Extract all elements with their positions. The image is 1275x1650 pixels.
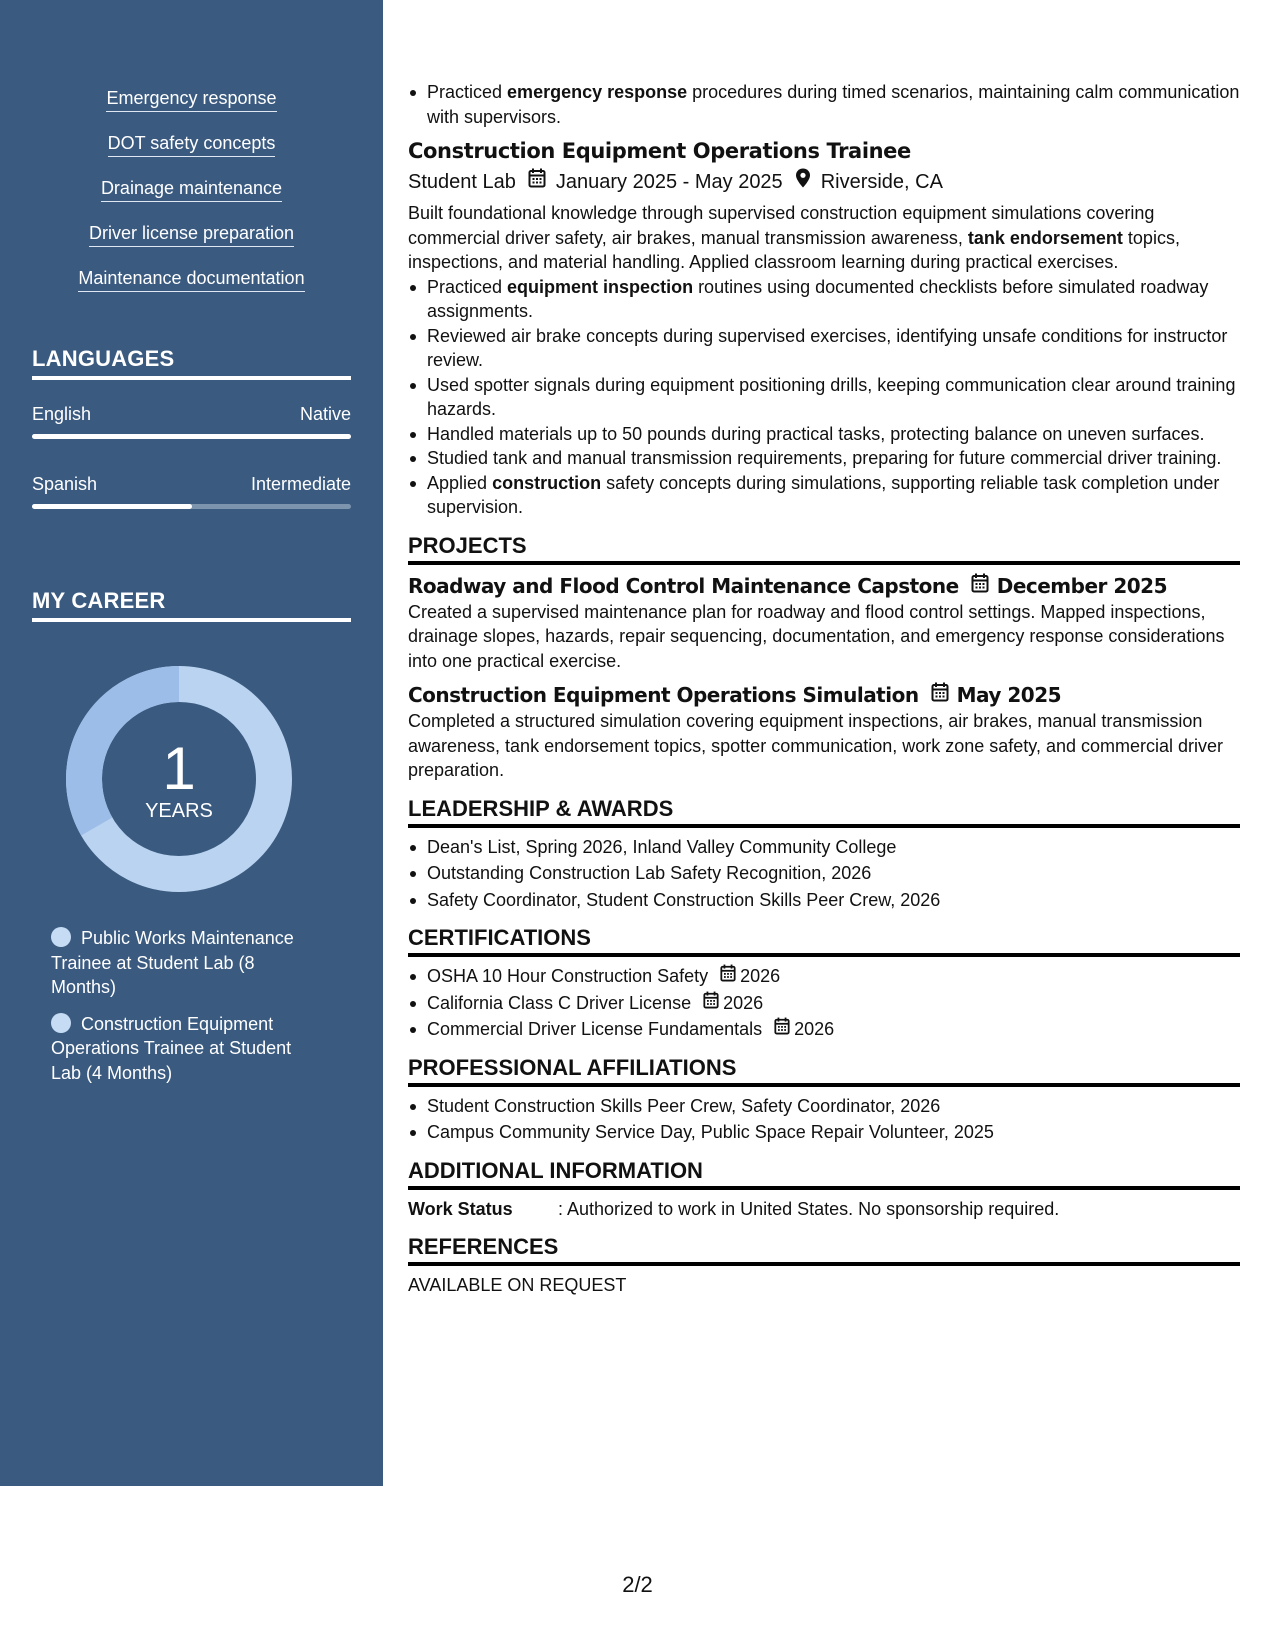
- career-years-label: YEARS: [145, 800, 213, 822]
- list-item: Studied tank and manual transmission requirements, preparing for future commercial driver training.: [408, 446, 1240, 471]
- list-item: Dean's List, Spring 2026, Inland Valley Community College: [408, 835, 1240, 860]
- projects-heading: PROJECTS: [408, 532, 1240, 565]
- job-description: [408, 201, 1240, 275]
- language-row: [32, 474, 351, 495]
- job-location: Riverside, CA: [820, 171, 943, 193]
- bullet-text: safety concepts during simulations, supporting reliable task completion under supervision.: [427, 472, 1220, 517]
- job-entry: [408, 137, 1240, 520]
- project-title-row: [408, 572, 1240, 600]
- main-content: [408, 80, 1240, 1298]
- career-item: [51, 926, 321, 1000]
- list-item: [408, 991, 1240, 1016]
- career-list: [51, 926, 321, 1097]
- language-name: Spanish: [32, 474, 98, 494]
- certification-name: Commercial Driver License Fundamentals: [427, 1019, 763, 1039]
- list-item: [408, 964, 1240, 989]
- calendar-icon: [720, 964, 736, 989]
- bullet-text: Practiced: [427, 82, 508, 102]
- references-text: AVAILABLE ON REQUEST: [408, 1275, 627, 1295]
- job-company: Student Lab: [408, 171, 516, 193]
- job-description-text: topics, inspections, and material handling. Applied classroom learning during practical exercises.: [408, 227, 1180, 272]
- list-item: [408, 1017, 1240, 1042]
- certifications-heading: CERTIFICATIONS: [408, 924, 1240, 957]
- references-heading: REFERENCES: [408, 1233, 1240, 1266]
- calendar-icon: [971, 572, 989, 600]
- certification-name: OSHA 10 Hour Construction Safety: [427, 966, 709, 986]
- map-pin-icon: [795, 168, 811, 196]
- calendar-icon: [703, 991, 719, 1016]
- bullet-text: Applied: [427, 472, 493, 493]
- languages-heading: LANGUAGES: [32, 346, 351, 380]
- project-entry: [408, 572, 1240, 674]
- skill-item: DOT safety concepts: [108, 131, 276, 157]
- list-item: Outstanding Construction Lab Safety Recognition, 2026: [408, 861, 1240, 886]
- work-status-value: : Authorized to work in United States. No sponsorship required.: [558, 1198, 1060, 1219]
- job-title: Construction Equipment Operations Trainee: [408, 139, 911, 163]
- additional-info-heading: ADDITIONAL INFORMATION: [408, 1157, 1240, 1190]
- job-description-text: Built foundational knowledge through supervised construction equipment simulations covering commercial driver safety, air brakes, manual transmission awareness,: [408, 203, 1155, 248]
- skill-item: Emergency response: [106, 86, 276, 112]
- certifications-list: [408, 964, 1240, 1042]
- list-item: Campus Community Service Day, Public Space Repair Volunteer, 2025: [408, 1120, 1240, 1145]
- project-title: Construction Equipment Operations Simulation: [408, 683, 919, 707]
- list-item: [408, 275, 1240, 324]
- job-meta: [408, 168, 1240, 196]
- project-description: Created a supervised maintenance plan for roadway and flood control settings. Mapped inspections, drainage slopes, hazards, repair sequencing, documentation, and emergency response considerations into one practical exercise.: [408, 601, 1225, 671]
- language-level: Intermediate: [250, 474, 351, 494]
- previous-job-bullets: [408, 80, 1240, 129]
- language-row: [32, 404, 351, 425]
- page-number: 2/2: [622, 1572, 653, 1597]
- affiliations-heading: PROFESSIONAL AFFILIATIONS: [408, 1054, 1240, 1087]
- language-proficiency-fill: [32, 504, 192, 509]
- bullet-text: procedures during timed scenarios, maintaining calm communication with supervisors.: [427, 82, 1240, 127]
- bullet-text: routines using documented checklists before simulated roadway assignments.: [427, 276, 1209, 321]
- project-date: December 2025: [996, 573, 1168, 598]
- affiliations-list: [408, 1094, 1240, 1145]
- language-level: Native: [299, 404, 351, 424]
- calendar-icon: [774, 1017, 790, 1042]
- leadership-list: [408, 835, 1240, 913]
- leadership-heading: LEADERSHIP & AWARDS: [408, 795, 1240, 828]
- list-item: Handled materials up to 50 pounds during practical tasks, protecting balance on uneven surfaces.: [408, 422, 1240, 447]
- list-item: Safety Coordinator, Student Construction Skills Peer Crew, 2026: [408, 888, 1240, 913]
- job-bullets: [408, 275, 1240, 520]
- work-status-label: Work Status: [408, 1198, 513, 1219]
- list-item: Used spotter signals during equipment positioning drills, keeping communication clear around training hazards.: [408, 373, 1240, 422]
- skills-list: [0, 86, 383, 311]
- job-description-keyword: tank endorsement: [967, 227, 1123, 248]
- career-item-text: Construction Equipment Operations Trainee at Student Lab (4 Months): [51, 1013, 292, 1083]
- calendar-icon: [931, 681, 949, 709]
- certification-year: 2026: [740, 966, 781, 986]
- bullet-text: Practiced: [427, 276, 508, 297]
- certification-year: 2026: [723, 992, 764, 1013]
- career-heading: MY CAREER: [32, 588, 351, 622]
- list-item: [408, 471, 1240, 520]
- skill-item: Maintenance documentation: [78, 266, 304, 292]
- career-dot: [51, 927, 71, 947]
- project-title: Roadway and Flood Control Maintenance Capstone: [408, 573, 959, 598]
- career-years-value: 1: [162, 735, 196, 802]
- language-proficiency-fill: [32, 434, 351, 439]
- skill-item: Drainage maintenance: [101, 176, 282, 202]
- bullet-keyword: equipment inspection: [507, 276, 694, 297]
- certification-name: California Class C Driver License: [427, 992, 692, 1013]
- job-dates: January 2025 - May 2025: [555, 171, 783, 193]
- list-item: [408, 80, 1240, 129]
- language-name: English: [32, 404, 92, 424]
- work-status-row: [408, 1197, 1240, 1222]
- career-dot: [51, 1013, 71, 1033]
- project-date: May 2025: [956, 683, 1062, 707]
- project-title-row: [408, 681, 1240, 709]
- skill-item: Driver license preparation: [89, 221, 294, 247]
- project-entry: [408, 681, 1240, 783]
- career-item-text: Public Works Maintenance Trainee at Student Lab (8 Months): [51, 928, 294, 997]
- language-proficiency-bar: [32, 504, 351, 509]
- list-item: Reviewed air brake concepts during supervised exercises, identifying unsafe conditions for instructor review.: [408, 324, 1240, 373]
- certification-year: 2026: [794, 1019, 835, 1039]
- list-item: Student Construction Skills Peer Crew, Safety Coordinator, 2026: [408, 1094, 1240, 1119]
- calendar-icon: [528, 168, 546, 196]
- language-proficiency-bar: [32, 434, 351, 439]
- bullet-keyword: emergency response: [507, 82, 688, 102]
- sidebar: [0, 0, 383, 1486]
- bullet-keyword: construction: [492, 472, 602, 493]
- career-item: [51, 1012, 321, 1086]
- project-description: Completed a structured simulation covering equipment inspections, air brakes, manual transmission awareness, tank endorsement topics, spotter communication, work zone safety, and commercial driver preparation.: [408, 711, 1224, 780]
